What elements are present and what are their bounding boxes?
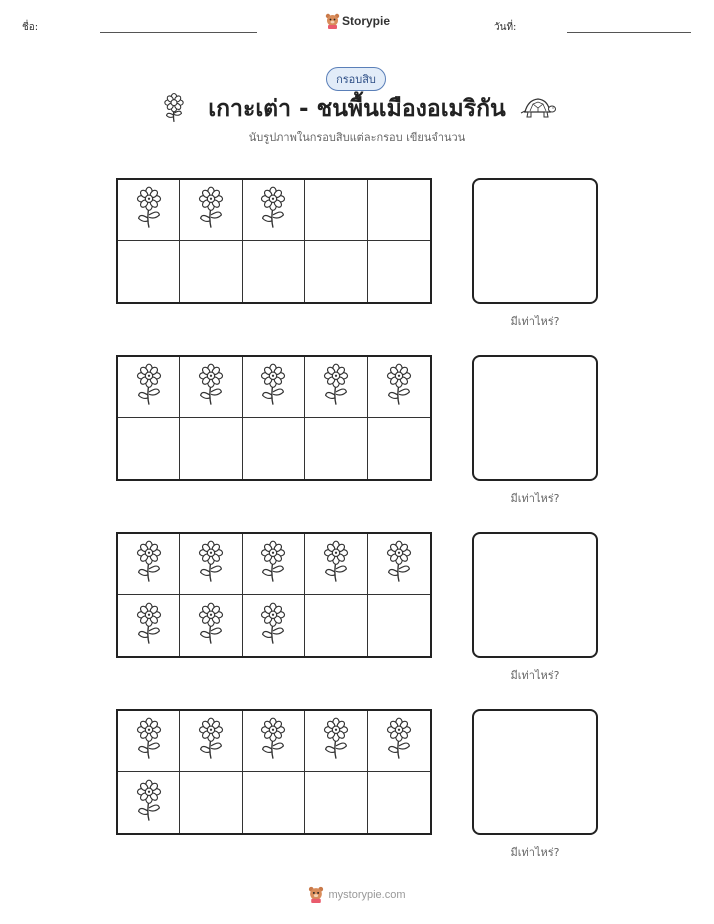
ten-frame-cell <box>180 357 242 418</box>
flower-icon <box>196 540 226 588</box>
ten-frame-cell <box>118 418 180 479</box>
answer-box[interactable] <box>472 355 598 481</box>
ten-frame-cell <box>368 772 430 833</box>
answer-box[interactable] <box>472 532 598 658</box>
ten-frame-cell <box>118 241 180 302</box>
ten-frame-cell <box>305 357 367 418</box>
ten-frame-cell <box>305 241 367 302</box>
flower-icon <box>384 540 414 588</box>
ten-frame-cell <box>305 534 367 595</box>
flower-icon <box>258 363 288 411</box>
ten-frame-cell <box>368 595 430 656</box>
ten-frame-cell <box>118 534 180 595</box>
question-label: มีเท่าไหร่? <box>510 315 560 328</box>
flower-icon <box>134 717 164 765</box>
ten-frame-cell <box>118 595 180 656</box>
ten-frame-cell <box>368 180 430 241</box>
ten-frame-cell <box>118 711 180 772</box>
flower-icon <box>134 186 164 234</box>
ten-frame-cell <box>368 357 430 418</box>
ten-frame-cell <box>180 241 242 302</box>
flower-icon <box>134 540 164 588</box>
flower-icon <box>384 717 414 765</box>
instructions: นับรูปภาพในกรอบสิบแต่ละกรอบ เขียนจำนวน <box>248 131 466 144</box>
answer-box[interactable] <box>472 709 598 835</box>
ten-frame-cell <box>305 711 367 772</box>
ten-frame-cell <box>118 357 180 418</box>
date-label: วันที่: <box>494 22 517 33</box>
ten-frame <box>116 178 432 304</box>
date-line <box>567 32 691 33</box>
ten-frame-cell <box>180 772 242 833</box>
flower-icon <box>196 186 226 234</box>
ten-frame-cell <box>368 711 430 772</box>
ten-frame-cell <box>180 595 242 656</box>
flower-icon <box>134 363 164 411</box>
footer <box>0 886 714 903</box>
name-label: ชื่อ: <box>22 22 39 33</box>
ten-frame-cell <box>243 534 305 595</box>
ten-frame-cell <box>368 241 430 302</box>
brand-logo <box>325 13 390 29</box>
bear-icon <box>325 13 340 29</box>
name-line <box>100 32 257 33</box>
footer-url: mystorypie.com <box>328 888 406 901</box>
ten-frame-cell <box>243 241 305 302</box>
flower-icon <box>321 717 351 765</box>
ten-frame <box>116 355 432 481</box>
ten-frame-cell <box>180 180 242 241</box>
ten-frame-cell <box>118 180 180 241</box>
ten-frame-cell <box>180 418 242 479</box>
flower-icon <box>196 363 226 411</box>
ten-frame-cell <box>243 711 305 772</box>
ten-frame <box>116 532 432 658</box>
flower-icon <box>258 717 288 765</box>
answer-box[interactable] <box>472 178 598 304</box>
ten-frame-cell <box>368 418 430 479</box>
flower-icon <box>258 186 288 234</box>
flower-icon <box>134 602 164 650</box>
ten-frame-cell <box>368 534 430 595</box>
worksheet-type-badge: กรอบสิบ <box>326 67 386 91</box>
ten-frame <box>116 709 432 835</box>
ten-frame-cell <box>305 418 367 479</box>
ten-frame-cell <box>180 534 242 595</box>
flower-icon <box>196 602 226 650</box>
flower-icon <box>258 540 288 588</box>
flower-icon <box>321 363 351 411</box>
ten-frame-cell <box>305 180 367 241</box>
ten-frame-cell <box>305 772 367 833</box>
flower-icon <box>134 779 164 827</box>
ten-frame-cell <box>118 772 180 833</box>
ten-frame-cell <box>243 357 305 418</box>
ten-frame-cell <box>243 180 305 241</box>
question-label: มีเท่าไหร่? <box>510 846 560 859</box>
turtle-icon <box>520 94 556 124</box>
bear-icon <box>308 886 324 903</box>
ten-frame-cell <box>305 595 367 656</box>
ten-frame-cell <box>180 711 242 772</box>
ten-frame-cell <box>243 595 305 656</box>
flower-icon <box>321 540 351 588</box>
ten-frame-cell <box>243 418 305 479</box>
flower-icon <box>384 363 414 411</box>
question-label: มีเท่าไหร่? <box>510 492 560 505</box>
question-label: มีเท่าไหร่? <box>510 669 560 682</box>
flower-icon <box>196 717 226 765</box>
page-title: เกาะเต่า - ชนพื้นเมืองอเมริกัน <box>208 96 506 122</box>
flower-icon <box>258 602 288 650</box>
title-row <box>0 92 714 126</box>
brand-name: Storypie <box>342 14 391 28</box>
ten-frame-cell <box>243 772 305 833</box>
